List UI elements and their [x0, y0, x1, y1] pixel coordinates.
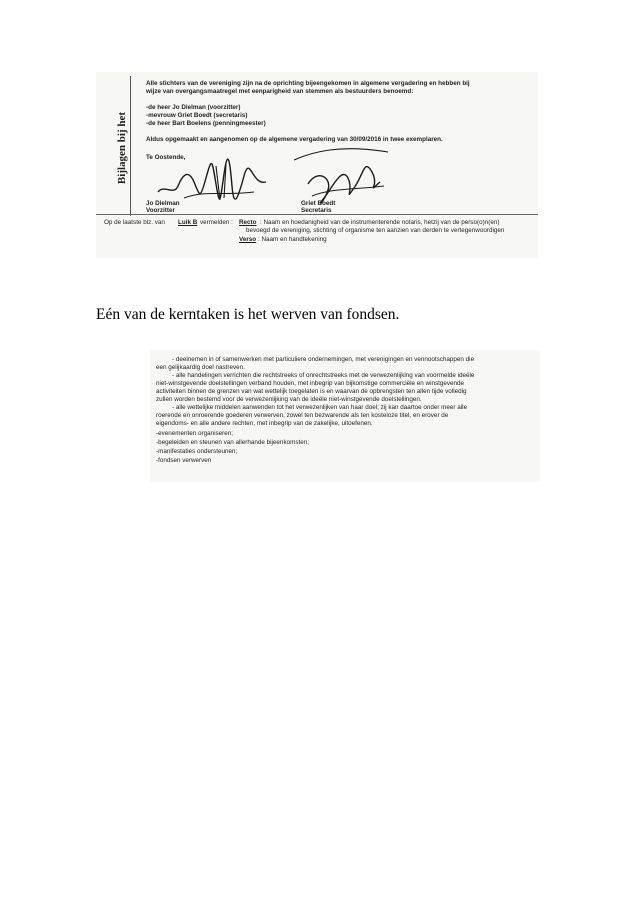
text-line: -manifestaties ondersteunen;: [156, 448, 238, 455]
text-line: wijze van overgangsmaatregel met eenparigheid van stemmen als bestuurders benoemd:: [146, 88, 414, 95]
signer-right-name: Griet Boedt: [301, 200, 336, 207]
margin-rule: [130, 76, 131, 216]
recto-text-2: bevoegd de vereniging, stichting of organisme ten aanzien van derden te vertegenwoordigen: [246, 227, 505, 234]
footer-link: Luik B: [178, 219, 198, 226]
scanned-excerpt-top: [96, 72, 538, 258]
verso-label: Verso: [239, 236, 257, 243]
text-line: - alle handelingen verrichten die rechtstreeks of onrechtstreeks met de verwezenlijking van voormelde ideële: [172, 372, 475, 379]
text-line: eigendoms- en alle andere rechten, met inbegrip van de zakelijke, uitoefenen.: [156, 420, 373, 427]
text-line: Te Oostende,: [146, 154, 186, 161]
text-line: Aldus opgemaakt en aangenomen op de algemene vergadering van 30/09/2016 in twee exemplaren.: [146, 136, 443, 143]
signer-left-name: Jo Dielman: [146, 200, 180, 207]
caption: Eén van de kerntaken is het werven van fondsen.: [96, 306, 400, 323]
text-line: -fondsen verwerven: [156, 457, 212, 464]
signer-right-role: Secretaris: [301, 207, 332, 214]
signature-left: [154, 156, 274, 206]
text-line: niet-winstgevende doelstellingen verband houden, met inbegrip van bijkomstige commerciële en winstgevende: [156, 380, 465, 387]
text-line: roerende en onroerende goederen verwerven, zowel ten bezwarende als ten kosteloze titel, en erover de: [156, 412, 449, 419]
text-line: -begeleiden en steunen van allerhande bijeenkomsten;: [156, 439, 309, 446]
text-line: een gelijkaardig doel nastreven.: [156, 364, 245, 371]
footer-prefix: Op de laatste blz. van: [104, 219, 165, 226]
text-line: zullen worden bestemd voor de verwezenlijking van de ideële niet-winstgevende doelstellingen.: [156, 396, 422, 403]
recto-label: Recto: [239, 219, 257, 226]
text-line: - alle wettelijke middelen aanwenden tot het verwezenlijken van haar doel; zij kan daartoe onder meer alle: [172, 404, 468, 411]
footer-suffix: vermelden :: [200, 219, 233, 226]
text-line: activiteiten binnen de grenzen van wat wettelijk toegelaten is en waarvan de opbrengsten ten allen tijde volledig: [156, 388, 467, 395]
signer-left-role: Voorzitter: [146, 207, 175, 214]
footer-rule: [96, 214, 538, 215]
text-line: -de heer Bart Boelens (penningmeester): [146, 120, 266, 127]
verso-text: : Naam en handtekening: [258, 236, 327, 243]
text-line: - deelnemen in of samenwerken met particuliere ondernemingen, met verenigingen en vennootschappen die: [172, 356, 475, 363]
side-label: Bijlagen bij het: [116, 111, 128, 185]
text-line: -evenementen organiseren;: [156, 430, 234, 437]
recto-text: : Naam en hoedanigheid van de instrumenterende notaris, hetzij van de perso(o)n(en): [260, 219, 500, 226]
scanned-excerpt-bottom: [150, 350, 540, 482]
text-line: -de heer Jo Dielman (voorzitter): [146, 104, 241, 111]
text-line: Alle stichters van de vereniging zijn na de oprichting bijeengekomen in algemene vergadering en hebben bij: [146, 80, 470, 87]
text-line: -mevrouw Griet Boedt (secretaris): [146, 112, 248, 119]
